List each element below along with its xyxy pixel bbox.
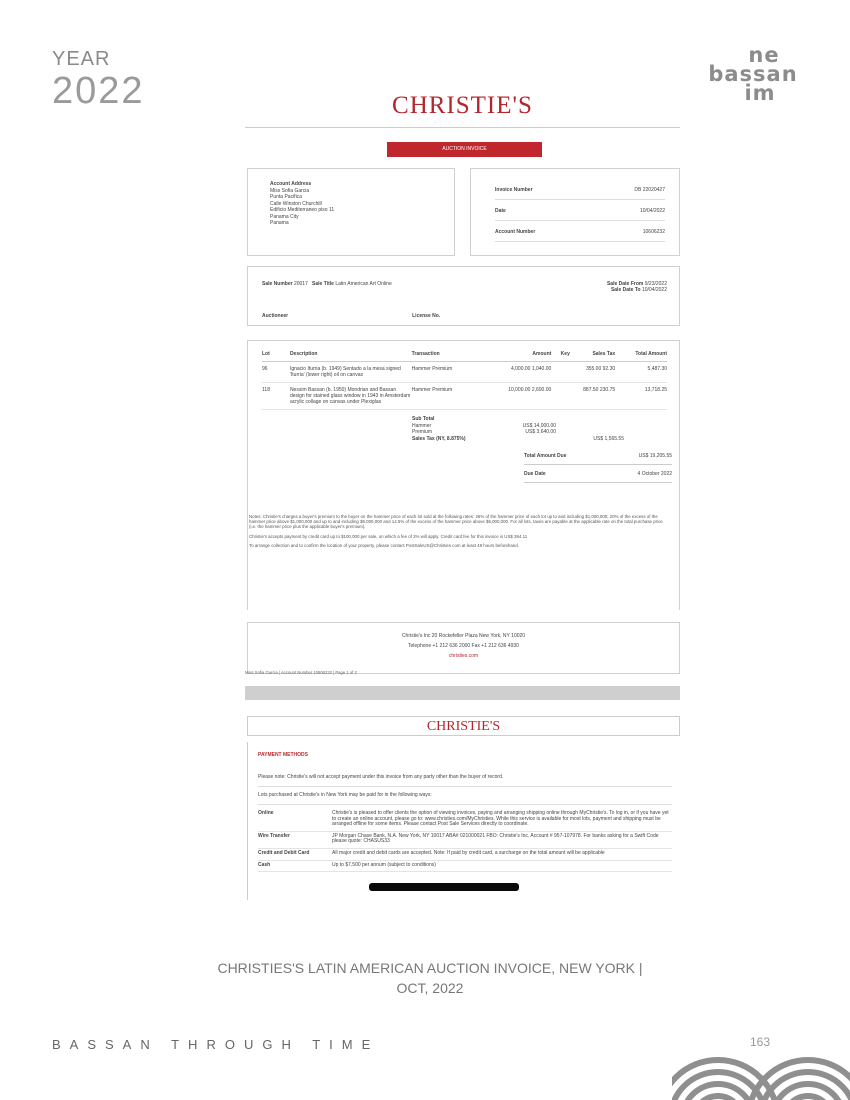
address-line: Calle Winston Churchill: [270, 200, 322, 207]
page-reference: Miss Sofia Garcia | Account Number 10606232 | Page 1 of 2: [245, 670, 357, 675]
meta-value: 10/04/2022: [639, 208, 665, 214]
invoice-notes: [249, 514, 669, 552]
sale-number: 20017: [293, 281, 308, 287]
address-line: Panama: [270, 220, 289, 226]
invoice-page-1: [245, 82, 680, 702]
note-paragraph: To arrange collection and to confirm the location of your property, please contact PostSaleUS@Christies.com at least 48 hours beforehand.: [249, 542, 519, 548]
christies-wordmark: CHRISTIE'S: [247, 716, 680, 736]
due-date-value: 4 October 2022: [637, 471, 672, 477]
lot-key: [551, 387, 579, 405]
logo-line: ne: [748, 43, 780, 67]
total-due-value: US$ 19,205.55: [638, 453, 672, 459]
sale-date-to: 10/04/2022: [641, 287, 667, 293]
lot-description: Nessim Bassan (b. 1950) Mondrian and Bassan design for stained glass window in 1943 in Amsterdam acrylic collage on canvas under Plexiglas: [289, 387, 411, 405]
column-header: Amount: [532, 351, 552, 357]
lot-total: 13,718.25: [644, 387, 668, 393]
lot-description: Ignacio Iturria (b. 1949) Sentado a la mesa signed 'Iturria' (lower right) oil on canvas: [289, 366, 401, 378]
subtotal-heading: Sub Total: [412, 416, 435, 422]
table-row: [262, 383, 667, 410]
lot-tax: 887.50 230.75: [583, 387, 616, 393]
payment-method-row: [258, 832, 672, 849]
note-paragraph: Christie's accepts payment by credit card up to $100,000 per sale, on which a fee of 2% will apply. Credit card fee for this invoice is US$ 384.11: [249, 533, 528, 539]
sale-info-box: [247, 266, 680, 326]
payment-method-row: [258, 861, 672, 873]
meta-label: Invoice Number: [495, 187, 533, 193]
year-value: 2022: [52, 70, 145, 112]
tagline: BASSAN THROUGH TIME: [52, 1037, 380, 1052]
payment-methods-heading: PAYMENT METHODS: [258, 752, 309, 758]
invoice-date-row: [495, 204, 665, 221]
sale-number-label: Sale Number: [262, 281, 293, 287]
address-line: Punta Pacifica: [270, 194, 302, 200]
auctioneer-label: Auctioneer: [262, 313, 289, 319]
christies-wordmark: CHRISTIE'S: [245, 82, 680, 128]
account-number-row: [495, 225, 665, 242]
column-header: Lot: [262, 351, 270, 357]
address-line: Panama City: [270, 213, 299, 220]
lot-key: [551, 366, 579, 378]
totals-block: [524, 450, 672, 483]
logo-line: im: [744, 81, 776, 105]
meta-label: Date: [495, 208, 506, 214]
payment-methods-section: [247, 742, 680, 900]
premium-label: Premium: [412, 429, 433, 435]
sale-title: Latin American Art Online: [335, 281, 392, 287]
payment-note: Please note: Christie's will not accept payment under this invoice from any party other than the buyer of record.: [258, 774, 672, 787]
invoice-meta-box: [470, 168, 680, 256]
footer-address: Christie's Inc 20 Rockefeller Plaza New York, NY 10020: [401, 633, 526, 639]
table-row: [262, 362, 667, 383]
image-caption: CHRISTIES'S LATIN AMERICAN AUCTION INVOICE, NEW YORK | OCT, 2022: [217, 960, 643, 996]
lot-transaction: Hammer Premium: [411, 366, 453, 372]
total-due-label: Total Amount Due: [524, 453, 567, 459]
account-address-box: [247, 168, 455, 256]
christies-link[interactable]: christies.com: [448, 653, 479, 659]
method-name: Wire Transfer: [258, 832, 290, 839]
lot-tax: 355.00 92.30: [585, 366, 616, 372]
invoice-scan: [245, 82, 680, 900]
sale-date-from: 9/23/2022: [644, 281, 667, 287]
bassan-logo: [698, 43, 808, 105]
meta-value: 10606232: [642, 229, 665, 235]
payment-method-row: [258, 809, 672, 832]
page-divider: [245, 686, 680, 700]
address-line: Miss Sofia Garcia: [270, 187, 310, 194]
method-text: All major credit and debit cards are accepted. Note: If paid by credit card, a surcharge on the total amount will be applicable: [332, 849, 605, 856]
payment-method-row: [258, 849, 672, 861]
lot-number: 96: [262, 366, 268, 372]
payment-lead: Lots purchased at Christie's in New York may be paid for in the following ways:: [258, 792, 672, 805]
invoice-number-row: [495, 183, 665, 200]
lot-number: 118: [262, 387, 270, 393]
sale-date-from-label: Sale Date From: [606, 281, 644, 287]
lots-table: [247, 340, 680, 610]
license-label: License No.: [412, 313, 441, 319]
method-text: JP Morgan Chase Bank, N.A. New York, NY 10017 ABA# 021000021 FBO: Christie's Inc. Account # 957-107978. For banks asking for a Swift Code please quote: CHASUS33: [332, 832, 659, 845]
invoice-footer: [247, 622, 680, 674]
page-number: 163: [750, 1035, 771, 1049]
sale-date-to-label: Sale Date To: [610, 287, 641, 293]
sale-title-label: Sale Title: [312, 281, 334, 287]
due-date-label: Due Date: [524, 471, 546, 477]
lot-total: 5,487.30: [647, 366, 668, 372]
account-address-heading: Account Address: [270, 181, 312, 187]
note-paragraph: Notes: Christie's charges a buyer's premium to the buyer on the hammer price of each lot sold at the following rates: 26% of the hammer price of each lot up to and including $1,000,000; 20% of the excess of the hammer price above $1,000,000 and up to and including $6,000,000 and 14.5% of the excess of the hammer price above $6,000,000. For all lots, taxes are payable at the applicable rate on the total purchase price (i.e. the hammer price plus the applicable buyer's premium).: [249, 514, 663, 530]
method-name: Credit and Debit Card: [258, 849, 310, 856]
sales-tax-subtotal: US$ 1,565.55: [593, 435, 624, 442]
invoice-page-2: [245, 716, 680, 900]
subtotal-block: [412, 416, 667, 442]
footer-phone: Telephone +1 212 636 2000 Fax +1 212 636 4930: [408, 643, 519, 649]
auction-invoice-banner: AUCTION INVOICE: [387, 142, 542, 157]
lots-table-header: [262, 351, 667, 362]
lot-amount: 4,000.00 1,040.00: [510, 366, 552, 372]
hammer-label: Hammer: [412, 422, 432, 429]
redaction-bar: [369, 883, 519, 891]
meta-label: Account Number: [495, 229, 536, 235]
lot-transaction: Hammer Premium: [411, 387, 453, 393]
method-name: Online: [258, 810, 274, 816]
rainbow-arcs-icon: [672, 1052, 850, 1100]
premium-subtotal: US$ 3,640.00: [525, 429, 556, 435]
method-text: Christie's is pleased to offer clients the option of viewing invoices, paying and arranging shipping online through MyChristie's. To log in, or if you have yet to create an online account, please go to: www.christies.com/MyChristies. While this service is available for most lots, payment and shipping must be arranged offline for some items. Please contact Post Sale Services directly to coordinate.: [332, 810, 669, 828]
column-header: Sales Tax: [592, 351, 616, 357]
lot-amount: 10,000.00 2,600.00: [508, 387, 552, 393]
meta-value: DB 22020427: [634, 187, 665, 193]
column-header: Key: [560, 351, 570, 357]
column-header: Description: [289, 351, 318, 357]
address-line: Edificio Mediterraneo piso 11: [270, 207, 335, 213]
sales-tax-label: Sales Tax (NY, 8.875%): [412, 435, 466, 442]
column-header: Total Amount: [635, 351, 668, 357]
logo-line: bassan: [708, 62, 798, 86]
hammer-subtotal: US$ 14,000.00: [522, 422, 556, 429]
column-header: Transaction: [411, 351, 440, 357]
method-text: Up to $7,500 per annum (subject to conditions): [332, 861, 436, 868]
method-name: Cash: [258, 861, 271, 868]
year-label: YEAR: [52, 48, 111, 70]
